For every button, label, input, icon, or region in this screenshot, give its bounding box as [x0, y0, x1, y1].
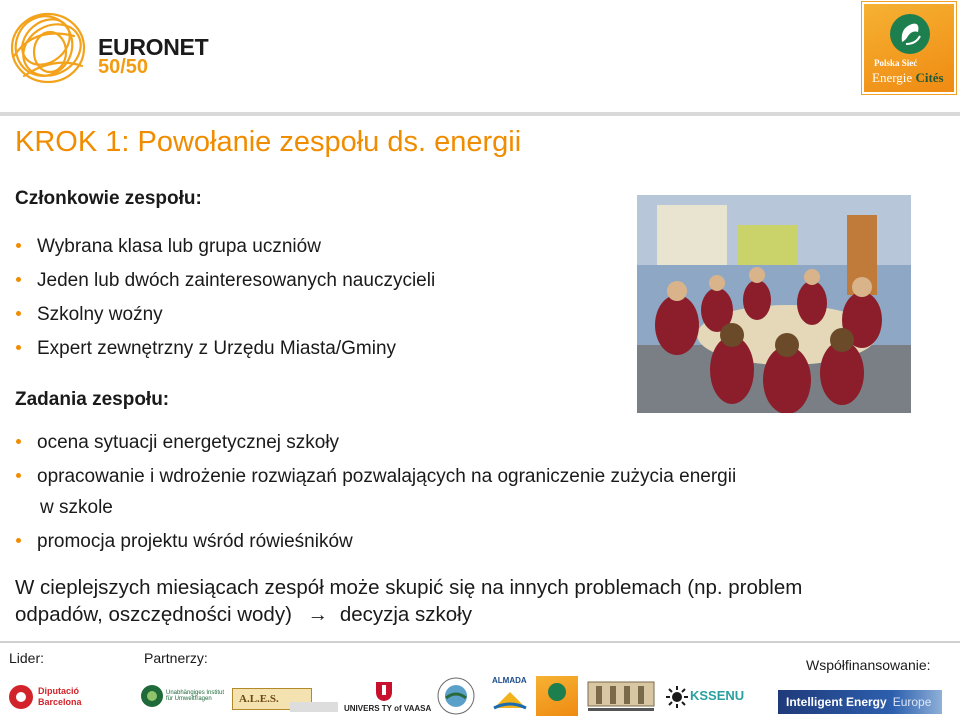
list-item: Wybrana klasa lub grupa uczniów — [15, 236, 435, 270]
pnec-small-emblem-icon — [547, 682, 567, 702]
pnec-emblem-icon — [890, 14, 930, 54]
list-item: ocena sytuacji energetycznej szkoły — [15, 432, 736, 466]
pnec-logo — [862, 2, 956, 94]
leader-label: Lider: — [9, 650, 45, 666]
task-continuation: w szkole — [40, 497, 113, 518]
list-item: opracowanie i wdrożenie rozwiązań pozwalających na ograniczenie zużycia energii — [15, 466, 736, 531]
summary-paragraph — [15, 574, 915, 628]
header-divider — [0, 112, 960, 116]
bullet-dot-icon — [16, 243, 21, 248]
diputacio-emblem-icon — [8, 684, 34, 710]
pnec-line2: Energie Cités — [872, 70, 944, 85]
almada-logo: ALMADA — [490, 676, 532, 716]
slide-title: KROK 1: Powołanie zespołu ds. energii — [15, 126, 522, 158]
right-arrow-icon: → — [307, 603, 329, 626]
euronet-wordmark: EURONET — [98, 34, 209, 60]
list-item: promocja projektu wśród rówieśników — [15, 531, 736, 565]
prefecture-logo — [584, 676, 658, 716]
bullet-dot-icon — [16, 473, 21, 478]
sun-icon — [666, 686, 688, 708]
members-list — [15, 236, 435, 372]
partner-strip-logo — [290, 702, 338, 712]
almada-emblem-icon — [492, 688, 528, 710]
euronet-logo — [4, 6, 214, 88]
partners-label: Partnerzy: — [144, 650, 208, 666]
prefecture-building-icon — [584, 676, 658, 716]
kssenu-logo: KSSENU — [690, 688, 745, 703]
footer-divider — [0, 641, 960, 643]
agency-seal-logo — [434, 676, 484, 716]
seal-icon — [434, 676, 478, 716]
list-item: Szkolny woźny — [15, 304, 435, 338]
classroom-photo — [637, 195, 911, 413]
euronet-scribble-icon — [4, 6, 94, 88]
list-item: Expert zewnętrzny z Urzędu Miasta/Gminy — [15, 338, 435, 372]
bullet-dot-icon — [16, 439, 21, 444]
university-vaasa-logo: UNIVERS TY of VAASA — [344, 676, 428, 716]
cofinancing-label: Współfinansowanie: — [806, 657, 931, 673]
kssenu-sun-logo — [666, 676, 688, 716]
ufu-logo: Unabhängiges Institut für Umweltfragen — [140, 676, 230, 716]
euronet-subtitle: 50/50 — [98, 56, 149, 78]
bullet-dot-icon — [16, 311, 21, 316]
pnec-line1: Polska Sieć — [874, 58, 918, 68]
vaasa-crest-icon — [374, 680, 394, 702]
intelligent-energy-europe-logo: Intelligent Energy Europe — [778, 690, 942, 714]
summary-line-2: odpadów, oszczędności wody) → decyzja szkoły — [15, 603, 472, 626]
members-heading: Członkowie zespołu: — [15, 188, 202, 209]
list-item: Jeden lub dwóch zainteresowanych nauczycieli — [15, 270, 435, 304]
tasks-list — [15, 432, 736, 565]
summary-line-1: W cieplejszych miesiącach zespół może skupić się na innych problemach (np. problem — [15, 576, 803, 599]
ales-logo: A.L.E.S. — [232, 688, 312, 710]
tasks-heading: Zadania zespołu: — [15, 389, 170, 410]
bullet-dot-icon — [16, 277, 21, 282]
pnec-small-logo — [536, 676, 578, 716]
ufu-emblem-icon — [140, 684, 164, 708]
bullet-dot-icon — [16, 345, 21, 350]
diputacio-barcelona-logo: Diputació Barcelona — [8, 676, 88, 716]
bullet-dot-icon — [16, 538, 21, 543]
